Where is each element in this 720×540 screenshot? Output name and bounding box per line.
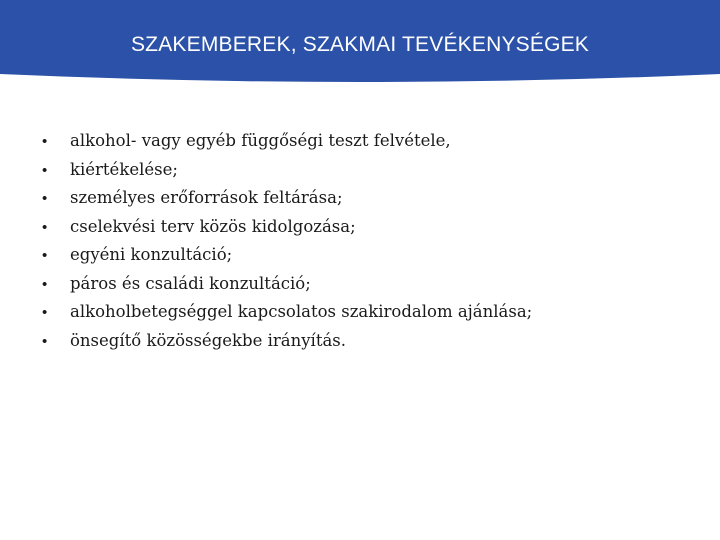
bullet-marker: •	[42, 247, 48, 264]
bullet-marker: •	[42, 218, 48, 236]
list-item	[42, 245, 532, 274]
list-item	[42, 331, 532, 360]
list-item	[42, 131, 532, 160]
bullet-marker: •	[42, 133, 48, 150]
list-item-text: személyes erőforrások feltárása;	[70, 188, 343, 207]
list-item-text: önsegítő közösségekbe irányítás.	[70, 330, 347, 350]
list-item-text: alkoholbetegséggel kapcsolatos szakirodalom ajánlása;	[70, 302, 533, 321]
list-item-text: egyéni konzultáció;	[70, 245, 233, 264]
bullet-marker: •	[42, 332, 48, 350]
header-banner	[0, 0, 720, 92]
list-item	[42, 302, 532, 331]
list-item-text: alkohol- vagy egyéb függőségi teszt felvétele,	[70, 131, 451, 150]
list-item	[42, 274, 532, 303]
bullet-marker: •	[42, 161, 48, 179]
list-item-text: cselekvési terv közös kidolgozása;	[70, 216, 356, 236]
slide-title: SZAKEMBEREK, SZAKMAI TEVÉKENYSÉGEK	[130, 33, 590, 56]
list-item	[42, 160, 532, 189]
bullet-marker: •	[42, 304, 48, 321]
bullet-list	[42, 131, 532, 359]
list-item	[42, 217, 532, 246]
bullet-marker: •	[42, 190, 48, 207]
list-item-text: páros és családi konzultáció;	[70, 273, 311, 293]
list-item	[42, 188, 532, 217]
bullet-marker: •	[42, 275, 48, 293]
list-item-text: kiértékelése;	[70, 159, 178, 179]
